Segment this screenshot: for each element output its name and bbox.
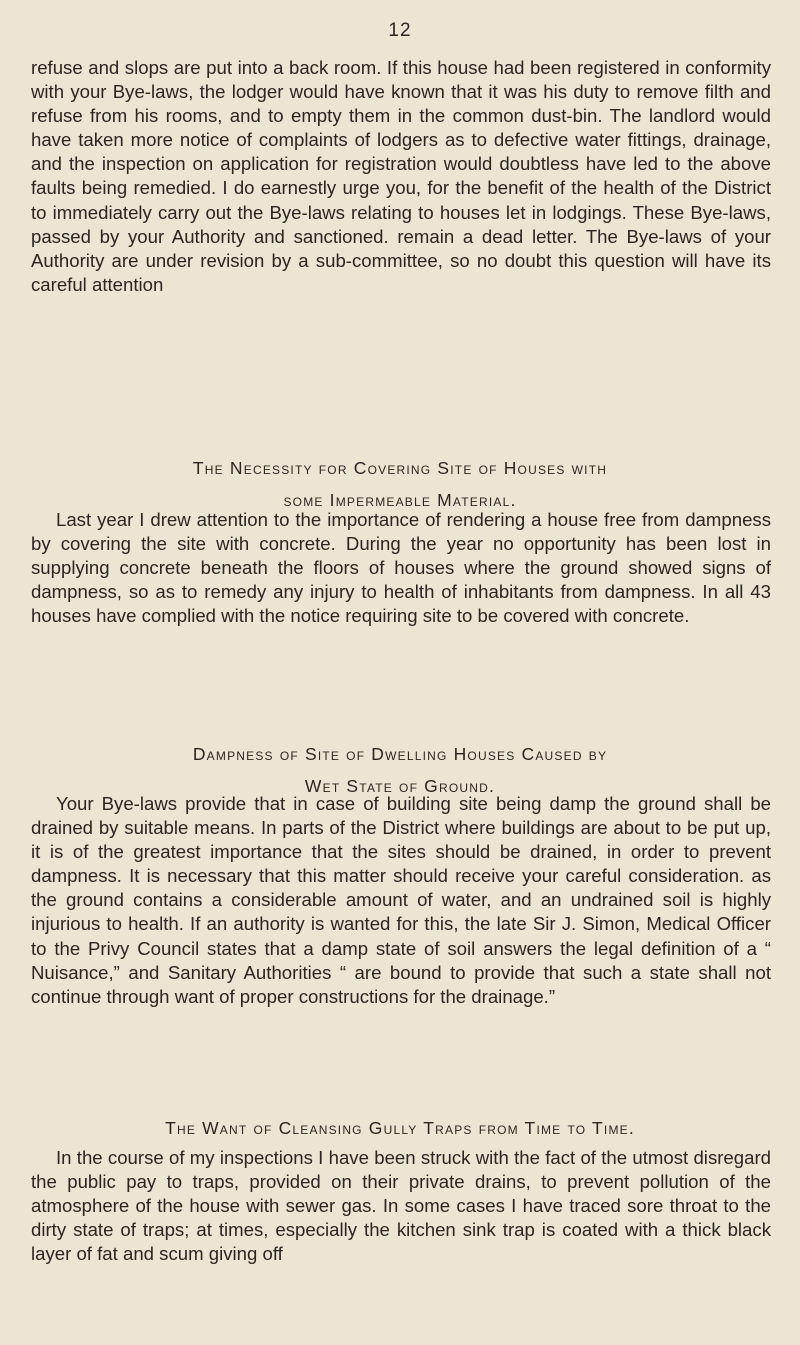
page-number: 12 [388,20,412,41]
heading-impermeable-material [0,452,800,516]
heading-line: The Want of Cleansing Gully Traps from Time to Time. [165,1118,635,1138]
paragraph-concrete-sites: Last year I drew attention to the importance of rendering a house free from dampness by covering the site with concrete. During the year no opportunity has been lost in supplying concrete beneath the floors of houses where the ground showed signs of dampness, so as to remedy any injury to health of inhabitants from dampness. In all 43 houses have complied with the notice requiring site to be covered with concrete. [31,509,771,627]
paragraph-gully-traps: In the course of my inspections I have been struck with the fact of the utmost disregard the public pay to traps, provided on their private drains, to prevent pollution of the atmosphere of the house with sewer gas. In some cases I have traced sore throat to the dirty state of traps; at times, especially the kitchen sink trap is coated with a thick black layer of fat and scum giving off [31,1147,771,1265]
paragraph-lodging-house-byelaws: refuse and slops are put into a back room. If this house had been registered in conformity with your Bye-laws, the lodger would have known that it was his duty to remove filth and refuse from his rooms, and to empty them in the common dust-bin. The landlord would have taken more notice of complaints of lodgers as to defective water fittings, drainage, and the inspection on application for registration would doubtless have led to the above faults being remedied. I do earnestly urge you, for the benefit of the health of the District to immediately carry out the Bye-laws relating to houses let in lodgings. These Bye-laws, passed by your Authority and sanctioned. remain a dead letter. The Bye-laws of your Authority are under revision by a sub-committee, so no doubt this question will have its careful attention [31,57,771,295]
heading-line: Dampness of Site of Dwelling Houses Caused by [192,744,608,764]
heading-line: Wet State of Ground. [304,776,496,796]
heading-gully-traps [0,1112,800,1144]
heading-line: some Impermeable Material. [283,490,517,510]
heading-line: The Necessity for Covering Site of Houses with [192,458,608,478]
paragraph-site-drainage: Your Bye-laws provide that in case of building site being damp the ground shall be drained by suitable means. In parts of the District where buildings are about to be put up, it is of the greatest importance that the sites should be drained, in order to prevent dampness. It is necessary that this matter should receive your careful consideration. as the ground contains a considerable amount of water, and an undrained soil is highly injurious to health. If an authority is wanted for this, the late Sir J. Simon, Medical Officer to the Privy Council states that a damp state of soil answers the legal definition of a “ Nuisance,” and Sanitary Authorities “ are bound to provide that such a state shall not continue through want of proper constructions for the drainage.” [31,793,771,1007]
